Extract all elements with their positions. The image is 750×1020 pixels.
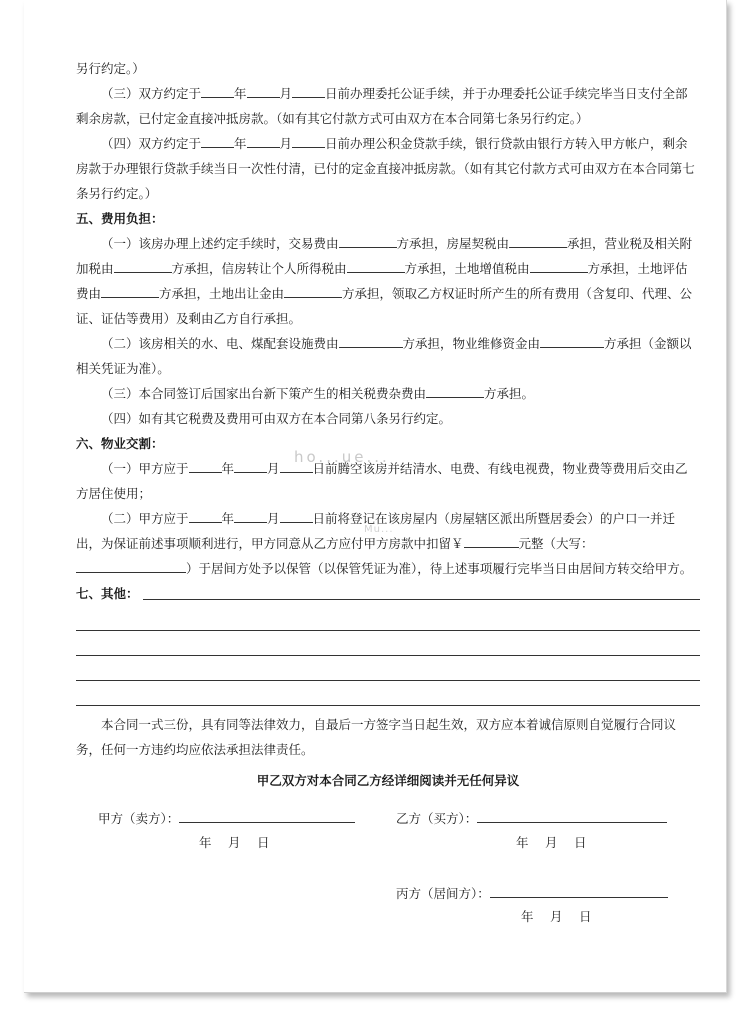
fee-clause-4: （四）如有其它税费及费用可由双方在本合同第八条另行约定。 — [101, 411, 452, 426]
party-a-sign-line — [179, 808, 355, 823]
section-heading-other: 七、其他： — [76, 581, 700, 606]
party-a-signature — [98, 808, 355, 827]
party-b-sign-line — [477, 808, 667, 823]
fee-clause-2: （二）该房相关的水、电、煤配套设施费由 方承担，物业维修资金由 方承担（金额以相关凭证为准）。 — [76, 336, 692, 376]
party-c-label: 丙方（居间方）： — [396, 886, 490, 901]
confirmation-statement: 甲乙双方对本合同乙方经详细阅读并无任何异议 — [256, 773, 520, 788]
clause-4: （四）双方约定于 年 月 日前办理公积金贷款手续，银行贷款由银行方转入甲方帐户，剩余房款于办理银行贷款手续当日一次性付清，已付的定金直接冲抵房款。（如有其它付款方式可由双方在本合同第七条另行约定。） — [76, 136, 695, 201]
party-c-date: 年 月 日 — [521, 909, 592, 924]
party-a-label: 甲方（卖方）： — [98, 811, 180, 826]
handover-clause-1: （一）甲方应于 年 月 日前腾空该房并结清水、电费、有线电视费，物业费等费用后交由乙方居住使用； — [76, 461, 688, 501]
watermark: ho...ue... — [294, 448, 390, 466]
blank-line — [76, 656, 700, 681]
fee-clause-1: （一）该房办理上述约定手续时，交易费由 方承担，房屋契税由 承担，营业税及相关附加税由 方承担，信房转让个人所得税由 方承担，土地增值税由 方承担，土地评估费由 方承担，土地出让金由 方承担，领取乙方权证时所产生的所有费用（含复印、代理、公证、证估等费用）及剩由乙方自行承担。 — [76, 236, 693, 326]
party-b-label: 乙方（买方）： — [396, 811, 478, 826]
document-page — [24, 0, 727, 993]
party-c-sign-line — [490, 883, 668, 898]
party-a-date: 年 月 日 — [199, 835, 270, 850]
clause-3: （三）双方约定于 年 月 日前办理委托公证手续，并于办理委托公证手续完毕当日支付全部剩余房款，已付定金直接冲抵房款。（如有其它付款方式可由双方在本合同第七条另行约定。） — [76, 86, 688, 126]
handover-clause-2: （二）甲方应于 年 月 日前将登记在该房屋内（房屋辖区派出所暨居委会）的户口一并迁出，为保证前述事项顺利进行，甲方同意从乙方应付甲方房款中扣留￥ 元整（大写：）于居间方处予以保管（以保管凭证为准），待上述事项履行完毕当日由居间方转交给甲方。 — [76, 511, 693, 576]
section-heading-handover: 六、物业交割： — [76, 436, 164, 451]
blank-line — [76, 681, 700, 706]
party-b-date: 年 月 日 — [516, 835, 587, 850]
section-heading-fees: 五、费用负担： — [76, 211, 164, 226]
text-line: 另行约定。） — [76, 61, 145, 76]
party-c-signature — [396, 883, 668, 902]
blank-line — [76, 606, 700, 631]
fee-clause-3: （三）本合同签订后国家出台新下策产生的相关税费杂费由 方承担。 — [101, 386, 535, 401]
watermark-sub: Mu... — [364, 524, 394, 535]
party-b-signature — [396, 808, 667, 827]
blank-line — [76, 631, 700, 656]
contract-body — [76, 56, 700, 793]
effect-clause: 本合同一式三份，具有同等法律效力，自最后一方签字当日起生效，双方应本着诚信原则自觉履行合同议务，任何一方违约均应依法承担法律责任。 — [76, 717, 677, 757]
